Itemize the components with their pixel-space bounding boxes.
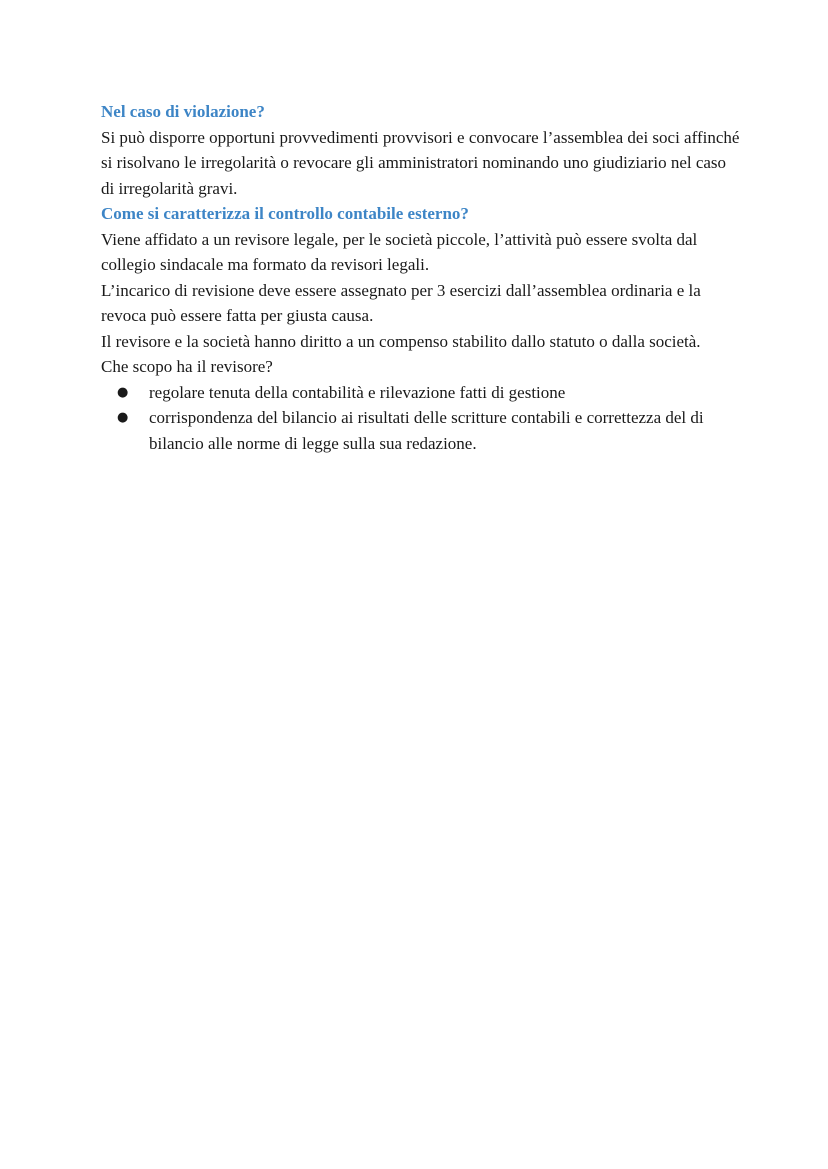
list-item xyxy=(101,405,741,456)
list-item xyxy=(101,380,741,406)
section-heading-violazione: Nel caso di violazione? xyxy=(101,102,265,121)
list-item-text: regolare tenuta della contabilità e rilevazione fatti di gestione xyxy=(149,382,566,402)
document-page xyxy=(101,99,741,456)
section-heading-controllo-contabile: Come si caratterizza il controllo contabile esterno? xyxy=(101,204,469,223)
bullet-icon: ● xyxy=(117,384,129,400)
paragraph-scopo-revisore: Che scopo ha il revisore? xyxy=(101,357,273,376)
bullet-icon: ● xyxy=(117,410,129,425)
paragraph-compenso: Il revisore e la società hanno diritto a un compenso stabilito dallo statuto o dalla società. xyxy=(101,331,701,351)
paragraph-provvedimenti: Si può disporre opportuni provvedimenti provvisori e convocare l’assemblea dei soci affinché si risolvano le irregolarità o revocare gli amministratori nominando uno giudiziario nel caso di irregolarità gravi. xyxy=(101,127,740,198)
list-item-text: corrispondenza del bilancio ai risultati delle scritture contabili e correttezza del di bilancio alle norme di legge sulla sua redazione. xyxy=(149,408,704,453)
paragraph-revisore-legale: Viene affidato a un revisore legale, per le società piccole, l’attività può essere svolta dal collegio sindacale ma formato da revisori legali. xyxy=(101,229,698,274)
paragraph-incarico-revisione: L’incarico di revisione deve essere assegnato per 3 esercizi dall’assemblea ordinaria e la revoca può essere fatta per giusta causa. xyxy=(101,280,701,325)
bullet-list xyxy=(101,380,741,457)
